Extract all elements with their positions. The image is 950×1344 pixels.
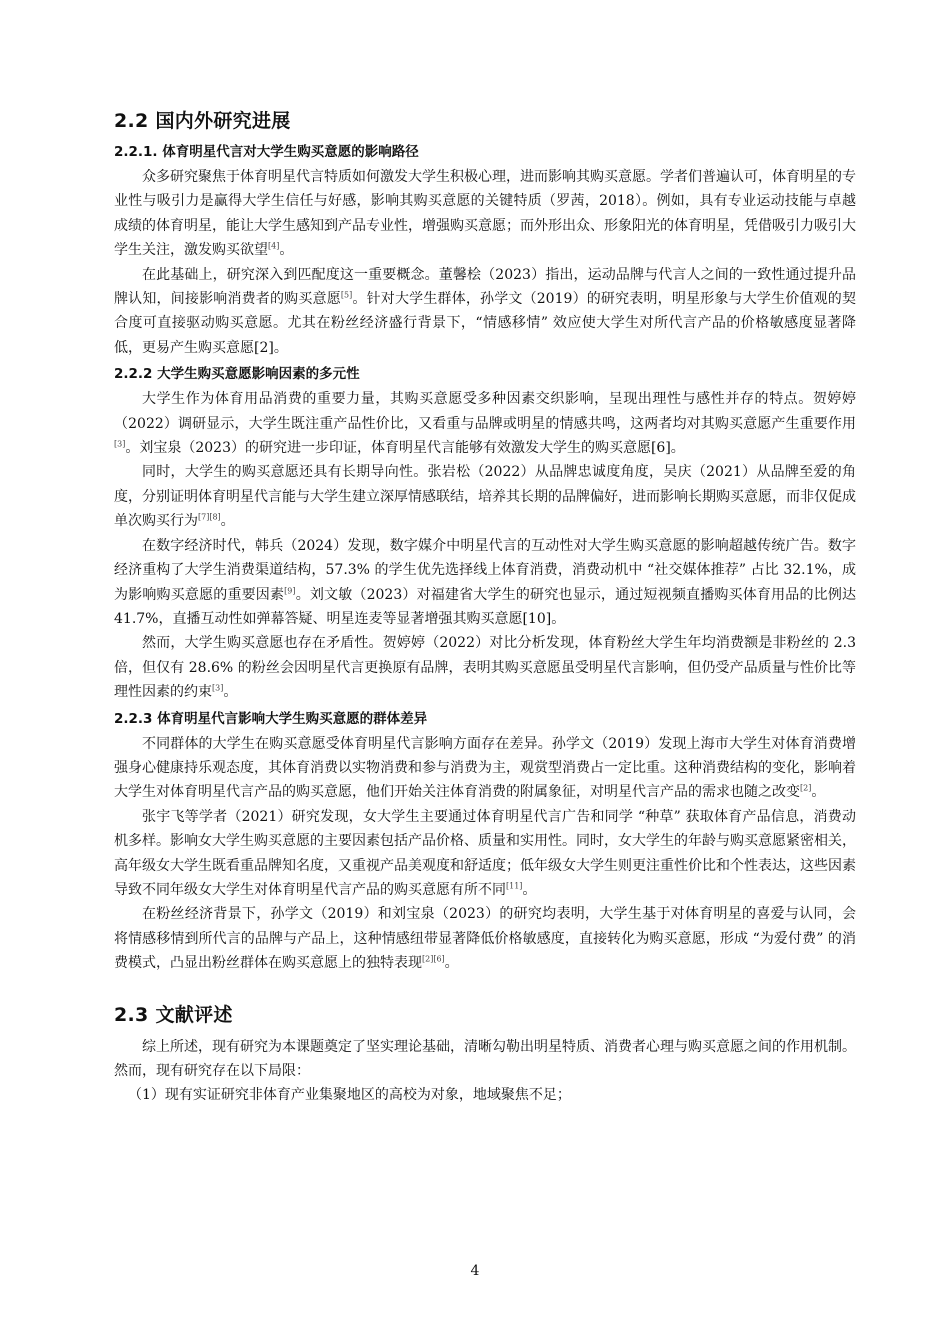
- paragraph: 在数字经济时代，韩兵（2024）发现，数字媒介中明星代言的互动性对大学生购买意愿的影响超越传统广告。数字经济重构了大学生消费渠道结构，57.3% 的学生优先选择线上体育消费，消费动机中 “社交媒体推荐” 占比 32.1%，成为影响购买意愿的重要因素[9]。刘文敏（2023）对福建省大学生的研究也显示，通过短视频直播购买体育用品的比例达 41.7%，直播互动性如弹幕答疑、明星连麦等显著增强其购买意愿[10]。: [114, 537, 856, 627]
- paragraph: 大学生作为体育用品消费的重要力量，其购买意愿受多种因素交织影响，呈现出理性与感性并存的特点。贺婷婷（2022）调研显示，大学生既注重产品性价比，又看重与品牌或明星的情感共鸣，这两者均对其购买意愿产生重要作用[3]。刘宝泉（2023）的研究进一步印证，体育明星代言能够有效激发大学生的购买意愿[6]。: [114, 391, 856, 457]
- section-heading-2-3: 2.3 文献评述: [114, 1003, 233, 1026]
- document-page: [114, 96, 856, 1108]
- citation: [9]: [284, 585, 296, 595]
- paragraph: 然而，大学生购买意愿也存在矛盾性。贺婷婷（2022）对比分析发现，体育粉丝大学生年均消费额是非粉丝的 2.3 倍，但仅有 28.6% 的粉丝会因明星代言更换原有品牌，表明其购买意愿虽受明星代言影响，但仍受产品质量与性价比等理性因素的约束[3]。: [114, 635, 856, 701]
- citation: [7][8]: [198, 512, 221, 522]
- citation: [2]: [800, 783, 812, 793]
- citation: [4]: [268, 241, 280, 251]
- paragraph: 同时，大学生的购买意愿还具有长期导向性。张岩松（2022）从品牌忠诚度角度，吴庆（2021）从品牌至爱的角度，分别证明体育明星代言能与大学生建立深厚情感联结，培养其长期的品牌偏好，进而影响长期购买意愿，而非仅促成单次购买行为[7][8]。: [114, 464, 856, 530]
- citation: [3]: [114, 439, 126, 449]
- citation: [2][6]: [422, 954, 445, 964]
- paragraph: 张宇飞等学者（2021）研究发现，女大学生主要通过体育明星代言广告和同学 “种草” 获取体育产品信息，消费动机多样。影响女大学生购买意愿的主要因素包括产品价格、质量和实用性。同时，女大学生的年龄与购买意愿紧密相关，高年级女大学生既看重品牌知名度，又重视产品美观度和舒适度；低年级女大学生则更注重性价比和个性表达，这些因素导致不同年级女大学生对体育明星代言产品的购买意愿有所不同[11]。: [114, 808, 856, 898]
- paragraph: 在此基础上，研究深入到匹配度这一重要概念。董馨桧（2023）指出，运动品牌与代言人之间的一致性通过提升品牌认知，间接影响消费者的购买意愿[5]。针对大学生群体，孙学文（2019）的研究表明，明星形象与大学生价值观的契合度可直接驱动购买意愿。尤其在粉丝经济盛行背景下，“情感移情” 效应使大学生对所代言产品的价格敏感度显著降低，更易产生购买意愿[2]。: [114, 266, 856, 356]
- subsection-heading-2-2-2: 2.2.2 大学生购买意愿影响因素的多元性: [114, 366, 360, 383]
- citation: [11]: [506, 881, 523, 891]
- paragraph: 众多研究聚焦于体育明星代言特质如何激发大学生积极心理，进而影响其购买意愿。学者们普遍认可，体育明星的专业性与吸引力是赢得大学生信任与好感，影响其购买意愿的关键特质（罗茜，2018）。例如，具有专业运动技能与卓越成绩的体育明星，能让大学生感知到产品专业性，增强购买意愿；而外形出众、形象阳光的体育明星，凭借吸引力吸引大学生关注，激发购买欲望[4]。: [114, 169, 856, 259]
- list-item: （1）现有实证研究非体育产业集聚地区的高校为对象，地域聚焦不足；: [128, 1087, 571, 1104]
- paragraph: 在粉丝经济背景下，孙学文（2019）和刘宝泉（2023）的研究均表明，大学生基于对体育明星的喜爱与认同，会将情感移情到所代言的品牌与产品上，这种情感纽带显著降低价格敏感度，直接转化为购买意愿，形成 “为爱付费” 的消费模式，凸显出粉丝群体在购买意愿上的独特表现[2][6]。: [114, 906, 856, 972]
- page-number: 4: [470, 1263, 480, 1279]
- citation: [5]: [340, 290, 353, 300]
- paragraph: 综上所述，现有研究为本课题奠定了坚实理论基础，清晰勾勒出明星特质、消费者心理与购买意愿之间的作用机制。然而，现有研究存在以下局限：: [114, 1038, 856, 1079]
- section-heading-2-2: 2.2 国内外研究进展: [114, 110, 291, 132]
- subsection-heading-2-2-1: 2.2.1. 体育明星代言对大学生购买意愿的影响路径: [114, 144, 419, 160]
- subsection-heading-2-2-3: 2.2.3 体育明星代言影响大学生购买意愿的群体差异: [114, 710, 428, 727]
- paragraph: 不同群体的大学生在购买意愿受体育明星代言影响方面存在差异。孙学文（2019）发现上海市大学生对体育消费增强身心健康持乐观态度，其体育消费以实物消费和参与消费为主，观赏型消费占一定比重。这种消费结构的变化，影响着大学生对体育明星代言产品的购买意愿，他们开始关注体育消费的附属象征，对明星代言产品的需求也随之改变[2]。: [114, 735, 856, 801]
- citation: [3]: [212, 683, 224, 693]
